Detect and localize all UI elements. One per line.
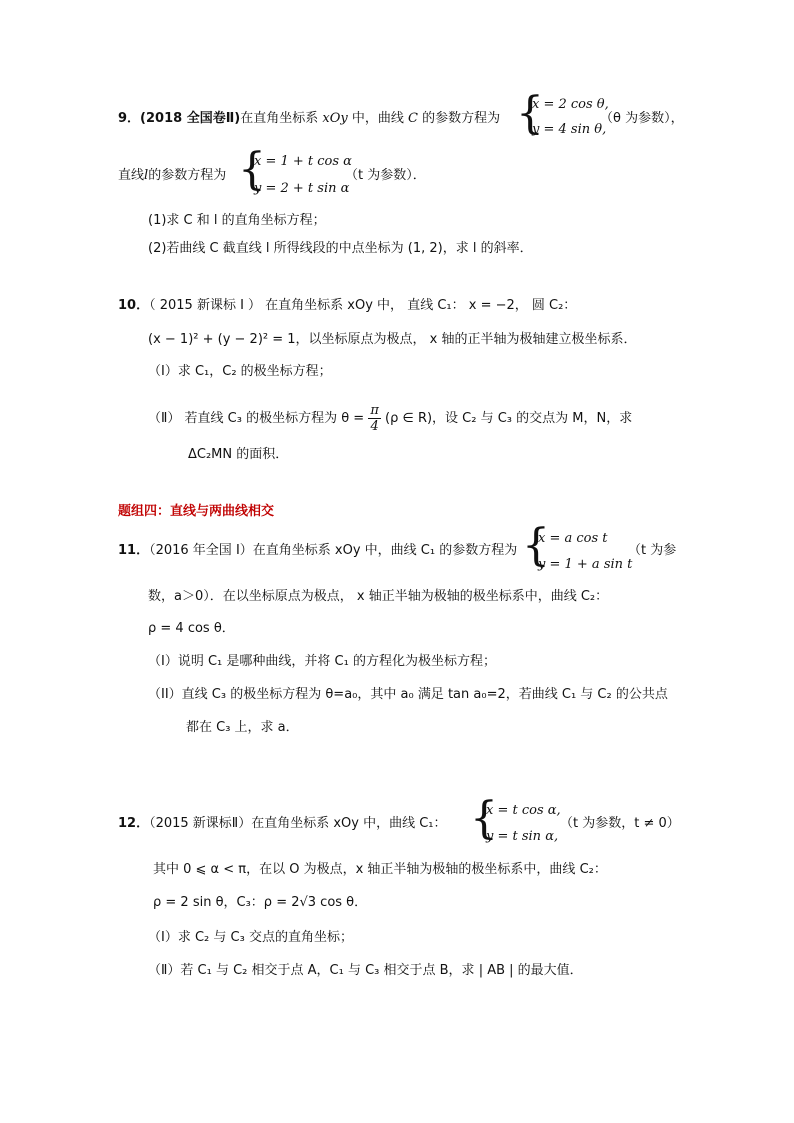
q12-part-1: （Ⅰ）求 C₂ 与 C₃ 交点的直角坐标； <box>148 930 353 945</box>
q12-text-1: （2015 新课标Ⅱ）在直角坐标系 xOy 中，曲线 C₁： <box>149 816 447 831</box>
q11-part-2: （II）直线 C₃ 的极坐标方程为 θ=a₀，其中 a₀ 满足 tan a₀=2，若曲线 C₁ 与 C₂ 的公共点 <box>148 687 668 702</box>
q11-part-1: （I）说明 C₁ 是哪种曲线，并将 C₁ 的方程化为极坐标方程； <box>148 654 496 669</box>
q9-system-brace: { <box>516 88 544 139</box>
q9-line-l: l <box>144 168 149 183</box>
q11-number: 11． <box>118 543 150 558</box>
q11-param-note: （t 为参 <box>628 543 677 558</box>
q9-param-note: （θ 为参数）， <box>600 111 684 126</box>
q10-part-1: （Ⅰ）求 C₁，C₂ 的极坐标方程； <box>148 364 332 379</box>
q11-eq2: y = 1 + a sin t <box>538 557 633 572</box>
q9-line-brace: { <box>238 144 266 195</box>
q9-part-1: (1)求 C 和 l 的直角坐标方程； <box>148 213 326 228</box>
q11-text-1: （2016 年全国 I）在直角坐标系 xOy 中，曲线 C₁ 的参数方程为 <box>149 543 518 558</box>
q10-frac-num: π <box>370 403 379 418</box>
q9-line2-b: 的参数方程为 <box>148 168 227 183</box>
q9-text-1: 在直角坐标系 <box>240 111 319 126</box>
q9-eq1: x = 2 cos θ, <box>532 97 609 112</box>
q11-system-brace: { <box>522 520 550 571</box>
q12-eq2: y = t sin α, <box>486 829 559 844</box>
q9-curve-c: C <box>408 111 418 126</box>
q10-part-2-b: (ρ ∈ R)，设 C₂ 与 C₃ 的交点为 M，N，求 <box>385 411 633 426</box>
q9-part-2: (2)若曲线 C 截直线 l 所得线段的中点坐标为 (1, 2)，求 l 的斜率． <box>148 241 533 256</box>
q12-part-2: （Ⅱ）若 C₁ 与 C₂ 相交于点 A，C₁ 与 C₃ 相交于点 B，求 | AB | 的最大值． <box>148 963 583 978</box>
q9-text-3: 的参数方程为 <box>422 111 501 126</box>
q9-line2-a: 直线 <box>118 168 145 183</box>
q10-line-1: （ 2015 新课标 Ⅰ ） 在直角坐标系 xOy 中， 直线 C₁： x = −2， 圆 C₂： <box>149 298 577 313</box>
q9-line-eq1: x = 1 + t cos α <box>254 154 352 169</box>
q12-system-brace: { <box>470 793 498 844</box>
q12-eq1: x = t cos α, <box>486 803 561 818</box>
q12-line-3: ρ = 2 sin θ，C₃：ρ = 2√3 cos θ． <box>153 895 368 910</box>
q12-line-2: 其中 0 ⩽ α < π，在以 O 为极点，x 轴正半轴为极轴的极坐标系中，曲线 C₂： <box>153 862 607 877</box>
q12-param-note: （t 为参数，t ≠ 0） <box>560 816 680 831</box>
q9-eq2: y = 4 sin θ, <box>532 122 607 137</box>
q9-line-eq2: y = 2 + t sin α <box>254 181 350 196</box>
q10-line-2: (x − 1)² + (y − 2)² = 1，以坐标原点为极点， x 轴的正半轴为极轴建立极坐标系． <box>148 332 637 347</box>
q9-number: 9． <box>118 111 141 126</box>
q11-line-2: 数，a＞0）．在以坐标原点为极点， x 轴正半轴为极轴的极坐标系中，曲线 C₂： <box>148 589 609 604</box>
q9-xoy: xOy <box>322 111 348 126</box>
q10-part-2-c: ΔC₂MN 的面积． <box>188 447 289 462</box>
q10-fraction <box>368 403 381 434</box>
q12-number: 12． <box>118 816 150 831</box>
q9-text-2: 中，曲线 <box>351 111 404 126</box>
q9-source: (2018 全国卷Ⅱ) <box>140 111 241 126</box>
group-heading: 题组四：直线与两曲线相交 <box>118 504 275 519</box>
q11-line-3: ρ = 4 cos θ． <box>148 621 235 636</box>
q10-part-2-a: （Ⅱ） 若直线 C₃ 的极坐标方程为 θ = <box>148 411 365 426</box>
q11-eq1: x = a cos t <box>538 531 608 546</box>
q11-part-3: 都在 C₃ 上，求 a． <box>186 720 299 735</box>
q10-number: 10． <box>118 298 150 313</box>
q9-line-param: （t 为参数）． <box>345 168 426 183</box>
q10-frac-den: 4 <box>370 419 379 434</box>
